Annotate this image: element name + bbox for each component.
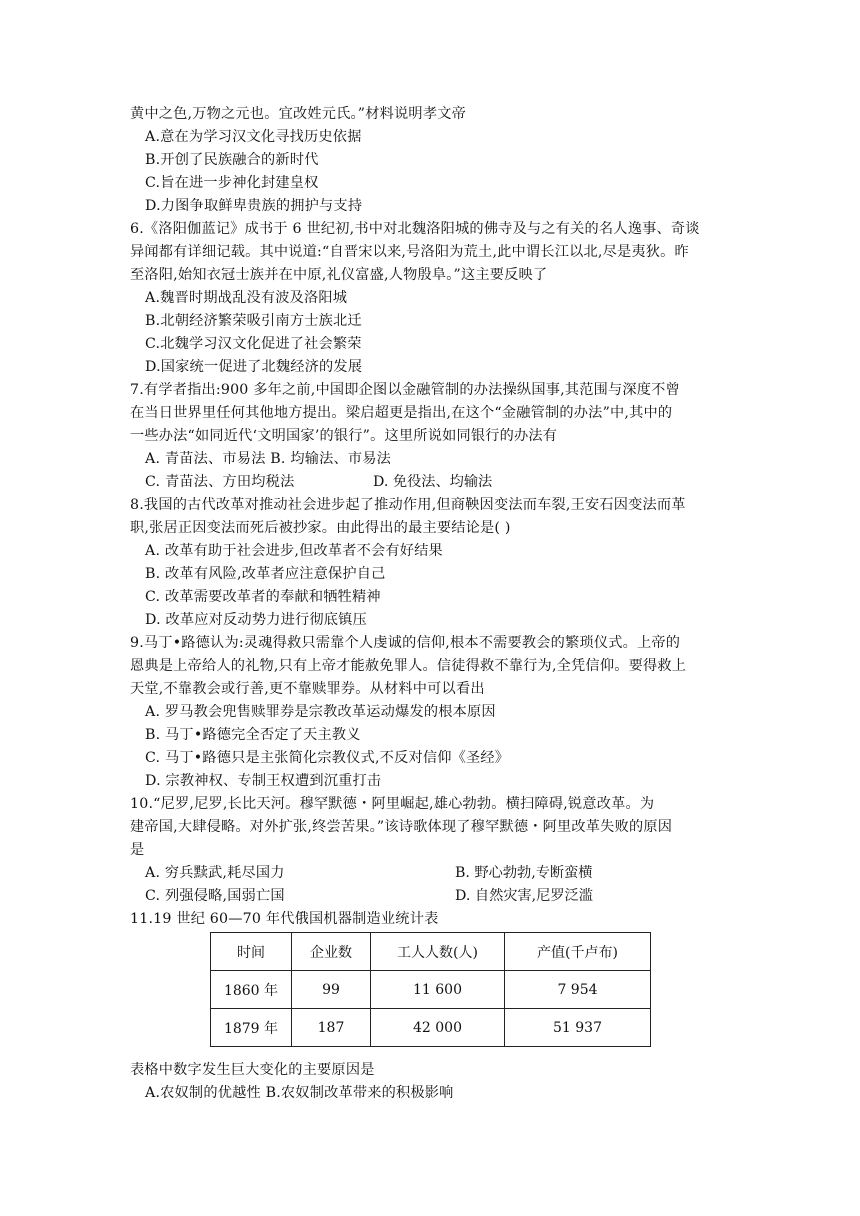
text-line: 在当日世界里任何其他地方提出。梁启超更是指出,在这个“金融管制的办法”中,其中的 — [130, 405, 673, 421]
option-line: D. 改革应对反动势力进行彻底镇压 — [145, 612, 367, 628]
option-line: B. 野心勃勃,专断蛮横 — [455, 865, 593, 881]
table-header-cell: 企业数 — [292, 933, 371, 971]
option-line: D.国家统一促进了北魏经济的发展 — [145, 359, 363, 375]
table-cell: 1860 年 — [211, 971, 292, 1009]
question-7: 7.有学者指出:900 多年之前,中国即企图以金融管制的办法操纵国事,其范围与深度不曾 — [130, 382, 680, 398]
option-line: A. 罗马教会兜售赎罪券是宗教改革运动爆发的根本原因 — [145, 704, 496, 720]
text-line: 表格中数字发生巨大变化的主要原因是 — [130, 1062, 375, 1078]
text-line: 黄中之色,万物之元也。宜改姓元氏。”材料说明孝文帝 — [130, 106, 466, 122]
question-9: 9.马丁•路德认为:灵魂得救只需靠个人虔诚的信仰,根本不需要教会的繁琐仪式。上帝的 — [130, 635, 681, 651]
table-cell: 99 — [292, 971, 371, 1009]
table-header-row — [211, 933, 651, 971]
question-8: 8.我国的古代改革对推动社会进步起了推动作用,但商鞅因变法而车裂,王安石因变法而革 — [130, 497, 686, 513]
text-line: 天堂,不靠教会或行善,更不靠赎罪券。从材料中可以看出 — [130, 681, 485, 697]
question-11: 11.19 世纪 60—70 年代俄国机器制造业统计表 — [130, 911, 439, 927]
option-line: D. 免役法、均输法 — [373, 474, 493, 490]
table-row — [211, 1009, 651, 1047]
statistics-table — [210, 932, 651, 1047]
text-line: 异闻都有详细记载。其中说道:“自晋宋以来,号洛阳为荒土,此中谓长江以北,尽是夷狄。昨 — [130, 244, 689, 260]
table-cell: 1879 年 — [211, 1009, 292, 1047]
text-line: 一些办法“如同近代‘文明国家’的银行”。这里所说如同银行的办法有 — [130, 428, 558, 444]
option-line: D.力图争取鲜卑贵族的拥护与支持 — [145, 198, 363, 214]
option-line: B.北朝经济繁荣吸引南方士族北迁 — [145, 313, 362, 329]
question-6: 6.《洛阳伽蓝记》成书于 6 世纪初,书中对北魏洛阳城的佛寺及与之有关的名人逸事、奇谈 — [130, 221, 700, 237]
text-line: 建帝国,大肆侵略。对外扩张,终尝苦果。”该诗歌体现了穆罕默德・阿里改革失败的原因 — [130, 819, 673, 835]
table-cell: 7 954 — [505, 971, 651, 1009]
table-cell: 11 600 — [371, 971, 505, 1009]
table-cell: 51 937 — [505, 1009, 651, 1047]
table-header-cell: 工人人数(人) — [371, 933, 505, 971]
text-line: 至洛阳,始知衣冠士族并在中原,礼仪富盛,人物殷阜。”这主要反映了 — [130, 267, 548, 283]
table-header-cell: 产值(千卢布) — [505, 933, 651, 971]
question-10: 10.“尼罗,尼罗,长比天河。穆罕默德・阿里崛起,雄心勃勃。横扫障碍,锐意改革。为 — [130, 796, 655, 812]
option-line: C. 马丁•路德只是主张简化宗教仪式,不反对信仰《圣经》 — [145, 750, 510, 766]
table-cell: 42 000 — [371, 1009, 505, 1047]
option-line: A.意在为学习汉文化寻找历史依据 — [145, 129, 362, 145]
table-cell: 187 — [292, 1009, 371, 1047]
option-line: B.开创了民族融合的新时代 — [145, 152, 319, 168]
table-row — [211, 971, 651, 1009]
text-line: 职,张居正因变法而死后被抄家。由此得出的最主要结论是( ) — [130, 520, 511, 536]
option-line: C.旨在进一步神化封建皇权 — [145, 175, 319, 191]
option-line: C.北魏学习汉文化促进了社会繁荣 — [145, 336, 362, 352]
option-line: D. 宗教神权、专制王权遭到沉重打击 — [145, 773, 382, 789]
option-line: B. 马丁•路德完全否定了天主教义 — [145, 727, 361, 743]
option-line: A. 改革有助于社会进步,但改革者不会有好结果 — [145, 543, 443, 559]
option-line: C. 列强侵略,国弱亡国 — [145, 888, 285, 904]
option-line: C. 青苗法、方田均税法 — [145, 474, 295, 490]
option-line: A. 青苗法、市易法 B. 均输法、市易法 — [145, 451, 392, 467]
option-line: D. 自然灾害,尼罗泛滥 — [455, 888, 593, 904]
option-line: C. 改革需要改革者的奉献和牺牲精神 — [145, 589, 381, 605]
option-line: A. 穷兵黩武,耗尽国力 — [145, 865, 285, 881]
text-line: 是 — [130, 842, 145, 858]
option-line: A.魏晋时期战乱没有波及洛阳城 — [145, 290, 348, 306]
text-line: 恩典是上帝给人的礼物,只有上帝才能赦免罪人。信徒得救不靠行为,全凭信仰。要得救上 — [130, 658, 687, 674]
option-line: B. 改革有风险,改革者应注意保护自己 — [145, 566, 386, 582]
table-header-cell: 时间 — [211, 933, 292, 971]
option-line: A.农奴制的优越性 B.农奴制改革带来的积极影响 — [145, 1085, 454, 1101]
